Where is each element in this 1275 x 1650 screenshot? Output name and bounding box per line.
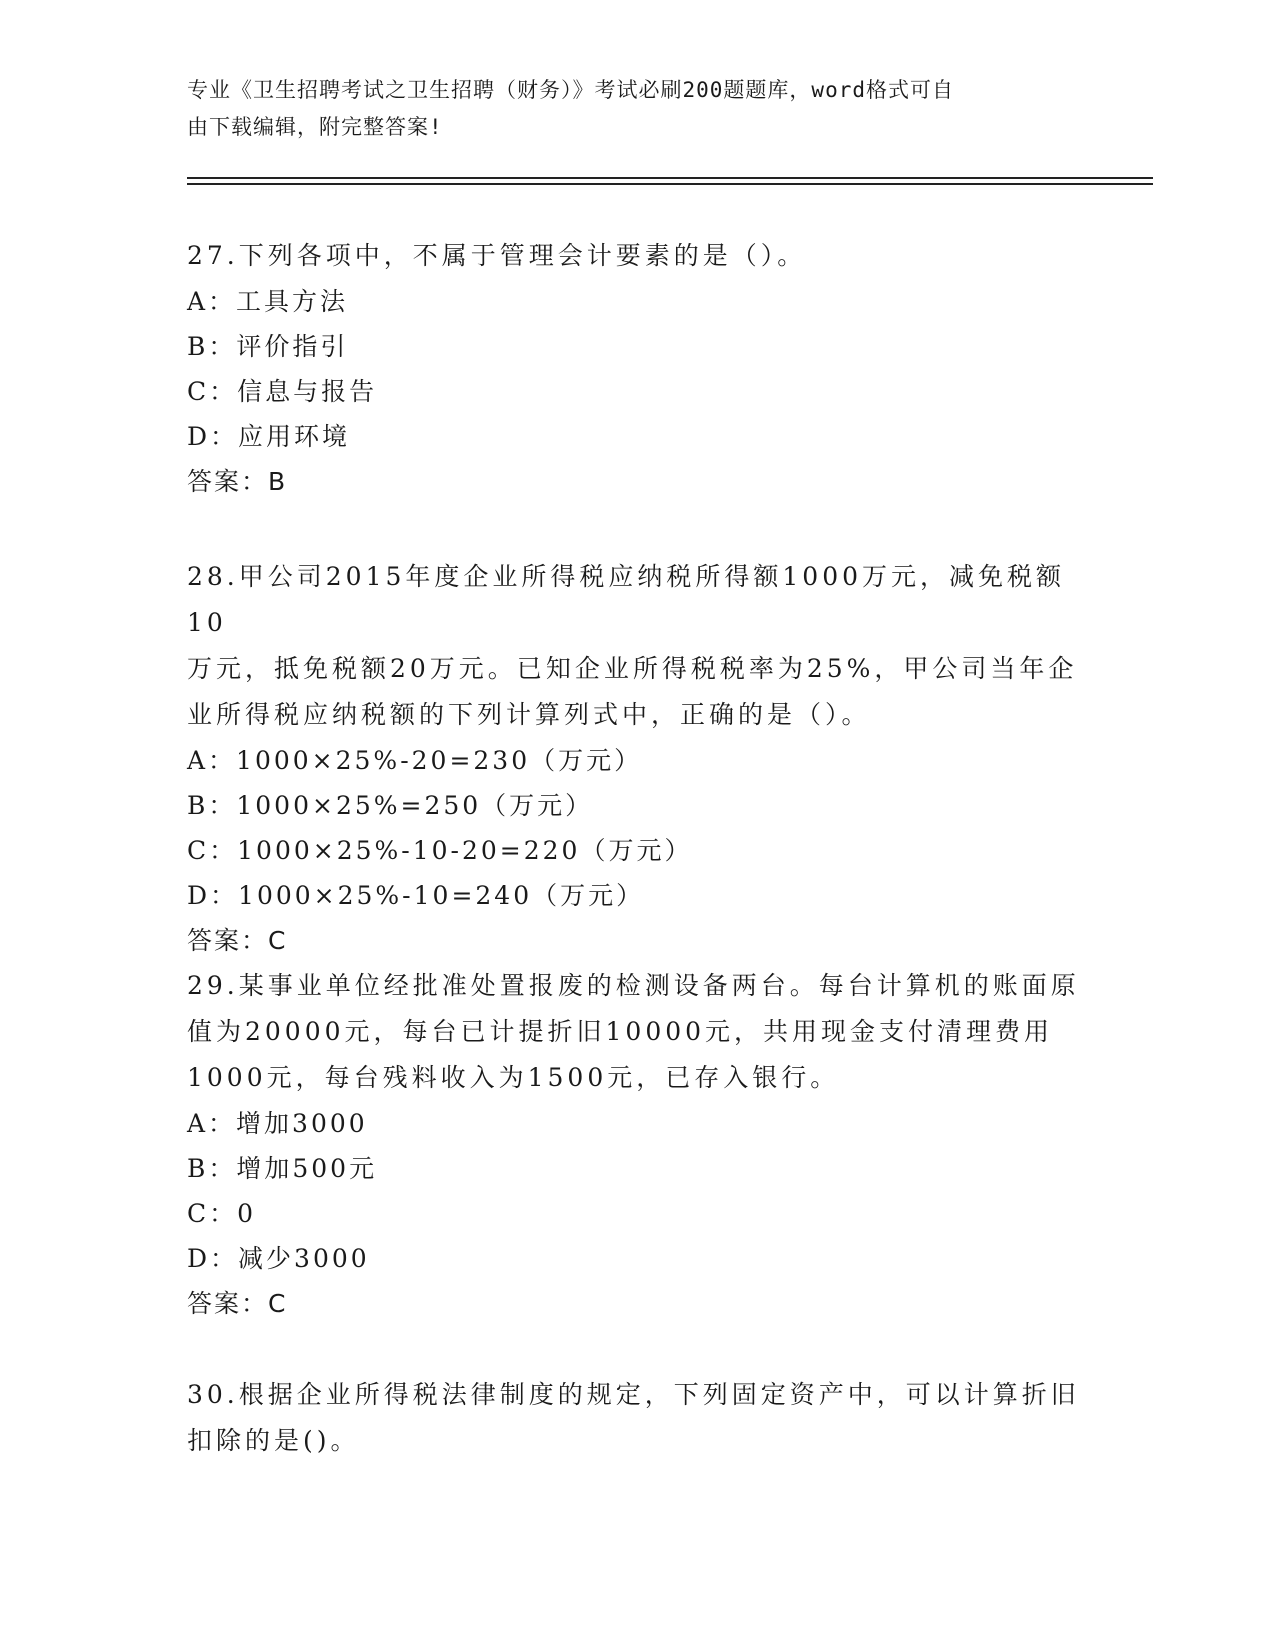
question-text-line: 27.下列各项中，不属于管理会计要素的是（）。 [187,241,807,270]
option-d: D：减少3000 [187,1244,370,1273]
option-b: B：1000×25%=250（万元） [187,791,594,820]
option-c: C：0 [187,1199,257,1228]
header-line-2: 由下载编辑，附完整答案! [187,115,443,139]
answer: 答案：C [187,926,288,955]
document-header [187,72,1067,146]
option-b: B：评价指引 [187,332,349,361]
option-a: A：增加3000 [187,1109,368,1138]
question-text-line: 万元，抵免税额20万元。已知企业所得税税率为25%，甲公司当年企 [187,654,1078,683]
option-c: C：1000×25%-10-20=220（万元） [187,836,693,865]
answer: 答案：B [187,467,288,496]
question-text-line: 1000元，每台残料收入为1500元，已存入银行。 [187,1063,840,1092]
header-line-1: 专业《卫生招聘考试之卫生招聘（财务）》考试必刷200题题库，word格式可自 [187,78,954,102]
option-d: D：1000×25%-10=240（万元） [187,881,645,910]
question-text-line: 30.根据企业所得税法律制度的规定，下列固定资产中，可以计算折旧 [187,1380,1080,1409]
question-28 [187,554,1087,963]
option-a: A：工具方法 [187,287,349,316]
option-c: C：信息与报告 [187,377,378,406]
header-divider-top [187,177,1153,179]
header-divider-bottom [187,183,1153,185]
question-text-line: 28.甲公司2015年度企业所得税应纳税所得额1000万元，减免税额10 [187,562,1066,637]
question-29 [187,963,1087,1326]
answer: 答案：C [187,1289,288,1318]
question-27 [187,233,1087,504]
question-text-line: 扣除的是()。 [187,1426,360,1455]
option-a: A：1000×25%-20=230（万元） [187,746,643,775]
option-b: B：增加500元 [187,1154,378,1183]
question-30 [187,1372,1087,1464]
question-text-line: 29.某事业单位经批准处置报废的检测设备两台。每台计算机的账面原 [187,971,1080,1000]
option-d: D：应用环境 [187,422,351,451]
question-text-line: 值为20000元，每台已计提折旧10000元，共用现金支付清理费用 [187,1017,1054,1046]
question-text-line: 业所得税应纳税额的下列计算列式中，正确的是（）。 [187,700,871,729]
